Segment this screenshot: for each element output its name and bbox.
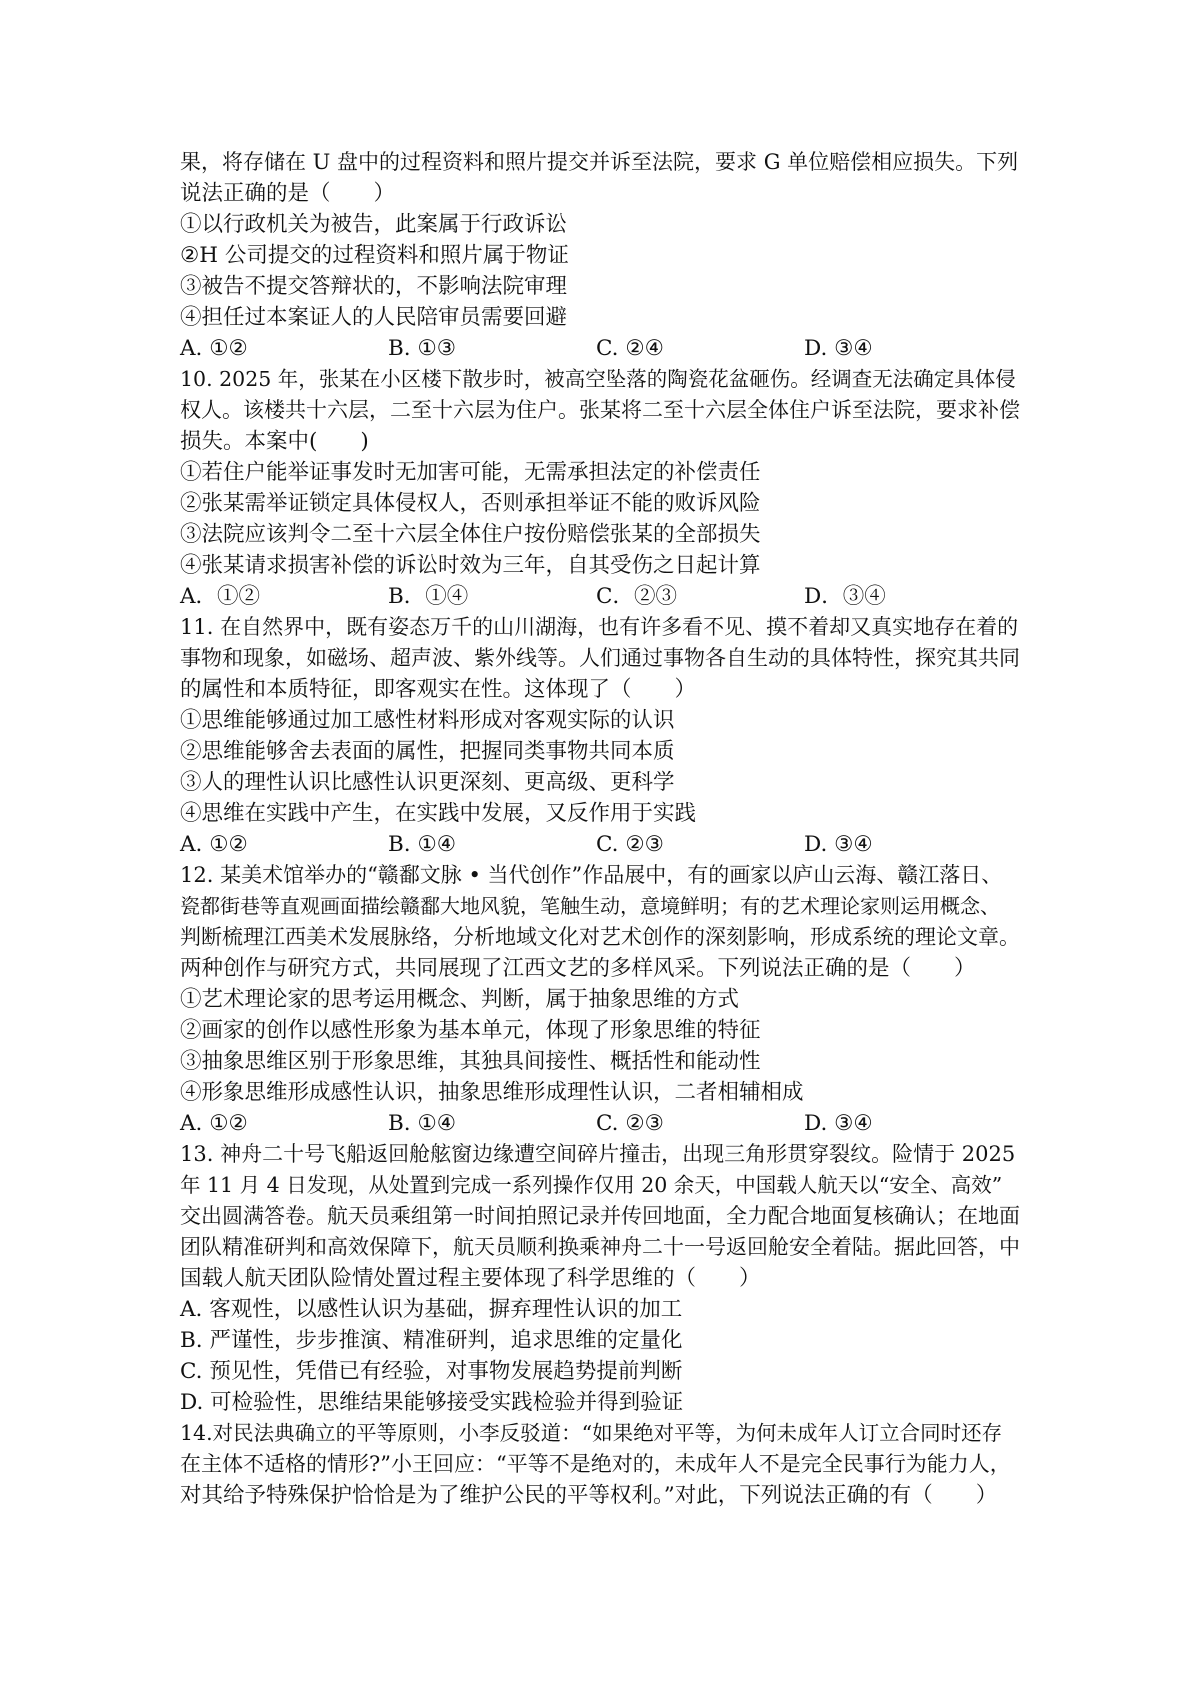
- q9-option-c: C. ②④: [596, 336, 664, 361]
- q11-line: 的属性和本质特征，即客观实在性。这体现了（ ）: [180, 677, 697, 702]
- q10-line: 损失。本案中( ): [180, 429, 369, 454]
- q13-option-d: D. 可检验性，思维结果能够接受实践检验并得到验证: [180, 1390, 684, 1415]
- q11-option-c: C. ②③: [596, 832, 664, 857]
- q11-statement: ④思维在实践中产生，在实践中发展，又反作用于实践: [180, 801, 697, 826]
- q12-statement: ④形象思维形成感性认识，抽象思维形成理性认识，二者相辅相成: [180, 1080, 804, 1105]
- q13-option-c: C. 预见性，凭借已有经验，对事物发展趋势提前判断: [180, 1359, 683, 1384]
- q13-line: 年 11 月 4 日发现，从处置到完成一系列操作仅用 20 余天，中国载人航天以“安全、高效”: [180, 1173, 1003, 1197]
- q12-statement: ①艺术理论家的思考运用概念、判断，属于抽象思维的方式: [180, 987, 740, 1012]
- q9-option-a: A. ①②: [180, 336, 248, 361]
- q10-statement: ①若住户能举证事发时无加害可能，无需承担法定的补偿责任: [180, 460, 761, 485]
- q12-option-a: A. ①②: [180, 1111, 248, 1136]
- q10-statement: ④张某请求损害补偿的诉讼时效为三年，自其受伤之日起计算: [180, 553, 761, 578]
- q11-option-b: B. ①④: [388, 832, 457, 857]
- q13-line: 团队精准研判和高效保障下，航天员顺利换乘神舟二十一号返回舱安全着陆。据此回答，中: [180, 1235, 1020, 1259]
- q11-line: 事物和现象，如磁场、超声波、紫外线等。人们通过事物各自生动的具体特性，探究其共同: [180, 646, 1020, 670]
- q12-option-c: C. ②③: [596, 1111, 664, 1136]
- q11-option-a: A. ①②: [180, 832, 248, 857]
- q10-line: 10. 2025 年，张某在小区楼下散步时，被高空坠落的陶瓷花盆砸伤。经调查无法确定具体侵: [180, 367, 1016, 391]
- q11-statement: ③人的理性认识比感性认识更深刻、更高级、更科学: [180, 770, 675, 795]
- q9-option-b: B. ①③: [388, 336, 457, 361]
- q13-line: 国载人航天团队险情处置过程主要体现了科学思维的（ ）: [180, 1266, 761, 1291]
- q10-statement: ③法院应该判令二至十六层全体住户按份赔偿张某的全部损失: [180, 522, 761, 547]
- q10-option-b: B．①④: [388, 584, 469, 609]
- q11-statement: ②思维能够舍去表面的属性，把握同类事物共同本质: [180, 739, 675, 764]
- q9-option-d: D. ③④: [804, 336, 873, 361]
- q14-line: 14.对民法典确立的平等原则，小李反驳道：“如果绝对平等，为何未成年人订立合同时还存: [180, 1421, 1003, 1445]
- q14-line: 对其给予特殊保护恰恰是为了维护公民的平等权利。”对此，下列说法正确的有（ ）: [180, 1483, 998, 1508]
- q12-option-b: B. ①④: [388, 1111, 457, 1136]
- q14-line: 在主体不适格的情形?”小王回应：“平等不是绝对的，未成年人不是完全民事行为能力人，: [180, 1452, 1011, 1476]
- q11-line: 11. 在自然界中，既有姿态万千的山川湖海，也有许多看不见、摸不着却又真实地存在着的: [180, 615, 1019, 639]
- q12-statement: ③抽象思维区别于形象思维，其独具间接性、概括性和能动性: [180, 1049, 761, 1074]
- q13-line: 13. 神舟二十号飞船返回舱舷窗边缘遭空间碎片撞击，出现三角形贯穿裂纹。险情于 2025: [180, 1142, 1016, 1166]
- q9-statement: ①以行政机关为被告，此案属于行政诉讼: [180, 212, 568, 237]
- q13-option-b: B. 严谨性，步步推演、精准研判，追求思维的定量化: [180, 1328, 683, 1353]
- q9-statement: ④担任过本案证人的人民陪审员需要回避: [180, 305, 568, 330]
- q9-line: 果，将存储在 U 盘中的过程资料和照片提交并诉至法院，要求 G 单位赔偿相应损失。下列: [180, 150, 1019, 174]
- q13-line: 交出圆满答卷。航天员乘组第一时间拍照记录并传回地面，全力配合地面复核确认；在地面: [180, 1204, 1020, 1228]
- q13-option-a: A. 客观性，以感性认识为基础，摒弃理性认识的加工: [180, 1297, 683, 1322]
- q12-statement: ②画家的创作以感性形象为基本单元，体现了形象思维的特征: [180, 1018, 761, 1043]
- q10-option-a: A．①②: [180, 584, 261, 609]
- q12-line: 判断梳理江西美术发展脉络，分析地域文化对艺术创作的深刻影响，形成系统的理论文章。: [180, 925, 1020, 949]
- q9-line: 说法正确的是（ ）: [180, 181, 396, 206]
- q11-option-d: D. ③④: [804, 832, 873, 857]
- q11-statement: ①思维能够通过加工感性材料形成对客观实际的认识: [180, 708, 675, 733]
- q10-option-c: C．②③: [596, 584, 677, 609]
- q10-statement: ②张某需举证锁定具体侵权人，否则承担举证不能的败诉风险: [180, 491, 761, 516]
- q12-line: 12. 某美术馆举办的“赣鄱文脉 • 当代创作”作品展中，有的画家以庐山云海、赣江落日、: [180, 863, 1003, 887]
- q9-statement: ③被告不提交答辩状的，不影响法院审理: [180, 274, 568, 299]
- q10-option-d: D．③④: [804, 584, 886, 609]
- q9-statement: ②H 公司提交的过程资料和照片属于物证: [180, 243, 569, 268]
- q12-option-d: D. ③④: [804, 1111, 873, 1136]
- q12-line: 瓷都街巷等直观画面描绘赣鄱大地风貌，笔触生动，意境鲜明；有的艺术理论家则运用概念、: [180, 894, 1000, 918]
- q10-line: 权人。该楼共十六层，二至十六层为住户。张某将二至十六层全体住户诉至法院，要求补偿: [180, 398, 1020, 422]
- q12-line: 两种创作与研究方式，共同展现了江西文艺的多样风采。下列说法正确的是（ ）: [180, 956, 976, 981]
